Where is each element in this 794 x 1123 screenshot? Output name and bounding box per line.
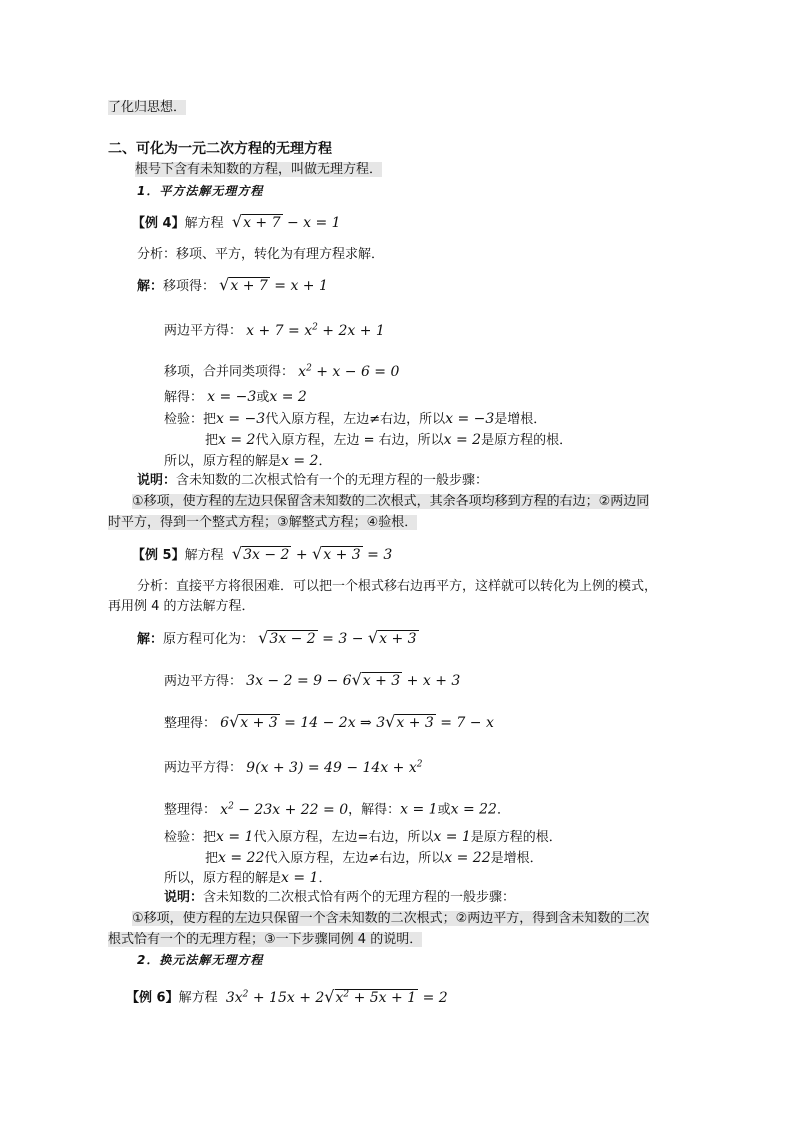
example-5-note-steps: 根式恰有一个的无理方程；③一下步骤同例 4 的说明．: [108, 932, 423, 947]
text-line: 了化归思想．: [108, 100, 187, 115]
example-6-title: 【例 6】解方程 $3x^2 + 15x + 2√x^2 + 5x + 1 = 2$: [126, 986, 448, 1006]
example-4-step: 解：移项得： √x + 7 = x + 1: [137, 275, 328, 294]
example-5-conclusion: 所以，原方程的解是x = 1．: [164, 870, 332, 886]
example-5-step: 两边平方得： $9(x + 3) = 49 - 14x + x^2$: [164, 759, 423, 776]
example-5-step: 整理得： $x^2 - 23x + 22 = 0$，解得：x = 1或x = 22．: [164, 801, 510, 818]
example-4-step: 移项，合并同类项得： $x^2 + x - 6 = 0$: [164, 363, 400, 380]
example-4-check: 检验：把x = −3代入原方程，左边≠右边，所以x = −3是增根．: [164, 411, 547, 427]
example-4-title: 【例 4】解方程 √x + 7 − x = 1: [132, 212, 341, 231]
definition: 根号下含有未知数的方程，叫做无理方程．: [135, 162, 383, 177]
section-heading: 二、可化为一元二次方程的无理方程: [108, 141, 332, 157]
example-4-note: 说明：含未知数的二次根式恰有一个的无理方程的一般步骤：: [137, 473, 489, 488]
example-4-note-steps: ①移项，使方程的左边只保留含未知数的二次根式，其余各项均移到方程的右边；②两边同: [132, 494, 650, 509]
example-5-analysis: 再用例 4 的方法解方程．: [108, 599, 255, 614]
example-5-step: 两边平方得： 3x − 2 = 9 − 6√x + 3 + x + 3: [164, 670, 461, 689]
example-4-note-steps: 时平方，得到一个整式方程；③解整式方程；④验根．: [108, 515, 418, 530]
example-5-note: 说明：含未知数的二次根式恰有两个的无理方程的一般步骤：: [164, 890, 516, 905]
example-5-step: 解：原方程可化为： √3x − 2 = 3 − √x + 3: [137, 628, 417, 647]
example-4-analysis: 分析：移项、平方，转化为有理方程求解．: [137, 247, 385, 262]
example-5-check: 把x = 22代入原方程，左边≠右边，所以x = 22是增根．: [205, 850, 543, 866]
method-heading: 2．换元法解无理方程: [137, 953, 264, 967]
example-5-check: 检验：把x = 1代入原方程，左边=右边，所以x = 1是原方程的根．: [164, 829, 562, 845]
example-5-note-steps: ①移项，使方程的左边只保留一个含未知数的二次根式；②两边平方，得到含未知数的二次: [132, 911, 650, 926]
example-5-title: 【例 5】解方程 √3x − 2 + √x + 3 = 3: [132, 544, 393, 563]
method-heading: 1．平方法解无理方程: [137, 184, 264, 198]
example-4-check: 把x = 2代入原方程，左边 = 右边，所以x = 2是原方程的根．: [205, 432, 573, 448]
example-4-conclusion: 所以，原方程的解是x = 2．: [164, 453, 332, 469]
example-4-step: 解得： x = −3或x = 2: [164, 389, 307, 405]
example-5-step: 整理得： 6√x + 3 = 14 − 2x ⇒ 3√x + 3 = 7 − x: [164, 712, 494, 731]
example-4-step: 两边平方得： $x + 7 = x^2 + 2x + 1$: [164, 322, 385, 339]
example-5-analysis: 分析：直接平方将很困难．可以把一个根式移右边再平方，这样就可以转化为上例的模式，: [137, 579, 658, 594]
